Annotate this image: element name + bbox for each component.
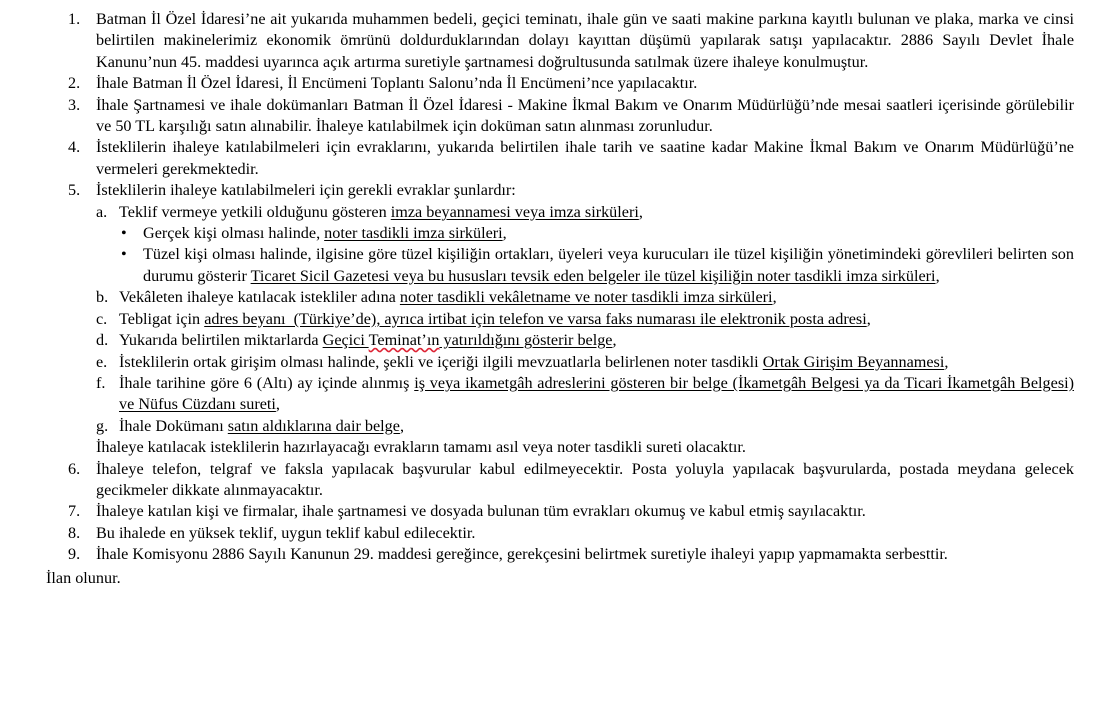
sub-item-text xyxy=(119,416,1074,437)
sub-item-text xyxy=(119,352,1074,373)
text-run: İhale Dokümanı xyxy=(119,416,228,435)
underlined-text: Ticaret Sicil Gazetesi veya bu hususları tevsik eden belgeler ile tüzel kişiliğin noter tasdikli imza sirküleri xyxy=(250,266,936,285)
underlined-text: Geçici xyxy=(322,331,369,350)
sub-item-letter: a. xyxy=(96,202,108,221)
item-number: 1. xyxy=(68,10,81,28)
text-run: Vekâleten ihaleye katılacak istekliler adına xyxy=(119,288,400,307)
sub-item-text xyxy=(119,309,1074,330)
text-run: , xyxy=(944,352,949,371)
sub-item-a xyxy=(0,202,1118,223)
text-run: , xyxy=(638,202,643,221)
item-text: İhale Batman İl Özel İdaresi, İl Encümeni Toplantı Salonu’nda İl Encümeni’nce yapılacaktır. xyxy=(96,74,698,93)
text-run: , xyxy=(275,395,280,414)
item-number: 9. xyxy=(68,545,81,564)
text-run: Tebligat için xyxy=(119,309,205,328)
item-text: Batman İl Özel İdaresi’ne ait yukarıda muhammen bedeli, geçici teminatı, ihale gün ve saati makine parkına kayıtlı bulunan ve plaka, marka ve cinsi belirtilen makinelerimiz ekonomik ömrünü doldurduklarından dolayı kayıttan düşümü yapılarak satışı yapılacaktır. 2886 Sayılı Devlet İhale Kanunu’nun 45. maddesi uyarınca açık artırma suretiyle şartnamesi doğrultusunda satılmak üzere ihaleye konulmuştur. xyxy=(96,10,1074,71)
text-run: Teklif vermeye yetkili olduğunu gösteren xyxy=(119,202,391,221)
bullet-icon: • xyxy=(121,245,127,264)
sub-item-e xyxy=(0,352,1118,373)
underlined-text: yatırıldığını gösterir belge xyxy=(439,331,613,350)
item-text: İsteklilerin ihaleye katılabilmeleri için gerekli evraklar şunlardır: xyxy=(96,181,516,200)
text-run: , xyxy=(866,309,871,328)
bullet-icon: • xyxy=(121,224,127,243)
text-run: Yukarıda belirtilen miktarlarda xyxy=(119,331,323,350)
item-text: İhaleye telefon, telgraf ve faksla yapılacak başvurular kabul edilmeyecektir. Posta yoluyla yapılacak başvurularda, postada meydana gelecek gecikmeler dikkate alınmayacaktır. xyxy=(96,459,1074,499)
sub-item-b xyxy=(0,287,1118,308)
sub-item-g xyxy=(0,416,1118,437)
list-item-2 xyxy=(0,73,1118,94)
item-text: İhaleye katılan kişi ve firmalar, ihale şartnamesi ve dosyada bulunan tüm evrakları okumuş ve kabul etmiş sayılacaktır. xyxy=(96,502,866,521)
sub-item-letter: b. xyxy=(96,288,109,307)
text-run: , xyxy=(612,331,617,350)
bullet-item-1 xyxy=(0,223,1118,244)
documents-note: İhaleye katılacak isteklilerin hazırlayacağı evrakların tamamı asıl veya noter tasdikli sureti olacaktır. xyxy=(96,438,746,457)
sub-item-letter: e. xyxy=(96,352,108,371)
text-run: , xyxy=(502,224,507,243)
text-run: , xyxy=(399,416,404,435)
list-item-8 xyxy=(0,523,1118,544)
list-item-1 xyxy=(0,9,1118,73)
underlined-text: noter tasdikli imza sirküleri xyxy=(324,224,503,243)
sub-item-text xyxy=(119,287,1074,308)
list-item-6 xyxy=(0,459,1118,502)
sub-item-text xyxy=(119,202,1074,223)
sub-item-letter: f. xyxy=(96,373,106,392)
sub-item-letter: g. xyxy=(96,416,109,435)
list-item-3 xyxy=(0,95,1118,138)
list-item-4 xyxy=(0,137,1118,180)
item-number: 3. xyxy=(68,95,81,114)
spellcheck-underlined-text: Teminat’ın xyxy=(368,331,440,350)
sub-item-text xyxy=(119,373,1074,416)
text-run: Tüzel kişi olması halinde, ilgisine göre tüzel kişiliğin ortakları, üyeleri veya kurucuları ile tüzel kişiliğin yönetimindeki görevlileri belirten son durumu gösterir xyxy=(143,245,1074,285)
underlined-text: imza beyannamesi veya imza sirküleri xyxy=(390,202,639,221)
item-number: 2. xyxy=(68,74,81,93)
list-item-5 xyxy=(0,180,1118,201)
document-body xyxy=(0,9,1118,589)
item-number: 4. xyxy=(68,138,81,157)
item-text: İhale Şartnamesi ve ihale dokümanları Batman İl Özel İdaresi - Makine İkmal Bakım ve Onarım Müdürlüğü’nde mesai saatleri içerisinde görülebilir ve 50 TL karşılığı satın alınabilir. İhaleye katılabilmek için doküman satın alınması zorunludur. xyxy=(96,95,1074,136)
sub-item-letter: c. xyxy=(96,309,108,328)
sub-item-f xyxy=(0,373,1118,416)
closing-line: İlan olunur. xyxy=(46,568,121,587)
item-text: Bu ihalede en yüksek teklif, uygun teklif kabul edilecektir. xyxy=(96,523,476,542)
underlined-text: noter tasdikli vekâletname ve noter tasdikli imza sirküleri xyxy=(399,288,773,307)
sub-item-text xyxy=(119,330,1074,351)
item-text: İsteklilerin ihaleye katılabilmeleri için evraklarını, yukarıda belirtilen ihale tarih ve saatine kadar Makine İkmal Bakım ve Onarım Müdürlüğü’ne vermeleri gerekmektedir. xyxy=(96,138,1074,178)
item-text: İhale Komisyonu 2886 Sayılı Kanunun 29. maddesi gereğince, gerekçesini belirtmek suretiyle ihaleyi yapıp yapmamakta serbesttir. xyxy=(96,545,948,564)
text-run: , xyxy=(772,288,777,307)
bullet-item-2 xyxy=(0,244,1118,287)
list-item-9 xyxy=(0,544,1118,565)
bullet-text xyxy=(143,244,1074,287)
underlined-text: iş veya ikametgâh adreslerini gösteren bir belge (İkametgâh Belgesi ya da Ticari İkametgâh Belgesi) ve Nüfus Cüzdanı sureti xyxy=(119,373,1075,414)
list-item-7 xyxy=(0,501,1118,522)
item-number: 8. xyxy=(68,523,81,542)
underlined-text: adres beyanı (Türkiye’de), ayrıca irtibat için telefon ve varsa faks numarası ile elektronik posta adresi xyxy=(204,309,867,328)
text-run: İsteklilerin ortak girişim olması halinde, şekli ve içeriği ilgili mevzuatlarla belirlenen noter tasdikli xyxy=(119,352,763,371)
text-run: Gerçek kişi olması halinde, xyxy=(143,224,325,243)
underlined-text: satın aldıklarına dair belge xyxy=(227,416,400,435)
item-number: 6. xyxy=(68,459,81,478)
item-number: 7. xyxy=(68,502,81,521)
item-number: 5. xyxy=(68,181,81,200)
bullet-text xyxy=(143,223,1074,244)
underlined-text: Ortak Girişim Beyannamesi xyxy=(762,352,945,371)
text-run: , xyxy=(935,266,940,285)
sub-item-d xyxy=(0,330,1118,351)
sub-item-c xyxy=(0,309,1118,330)
text-run: İhale tarihine göre 6 (Altı) ay içinde alınmış xyxy=(119,373,415,392)
sub-item-letter: d. xyxy=(96,331,109,350)
